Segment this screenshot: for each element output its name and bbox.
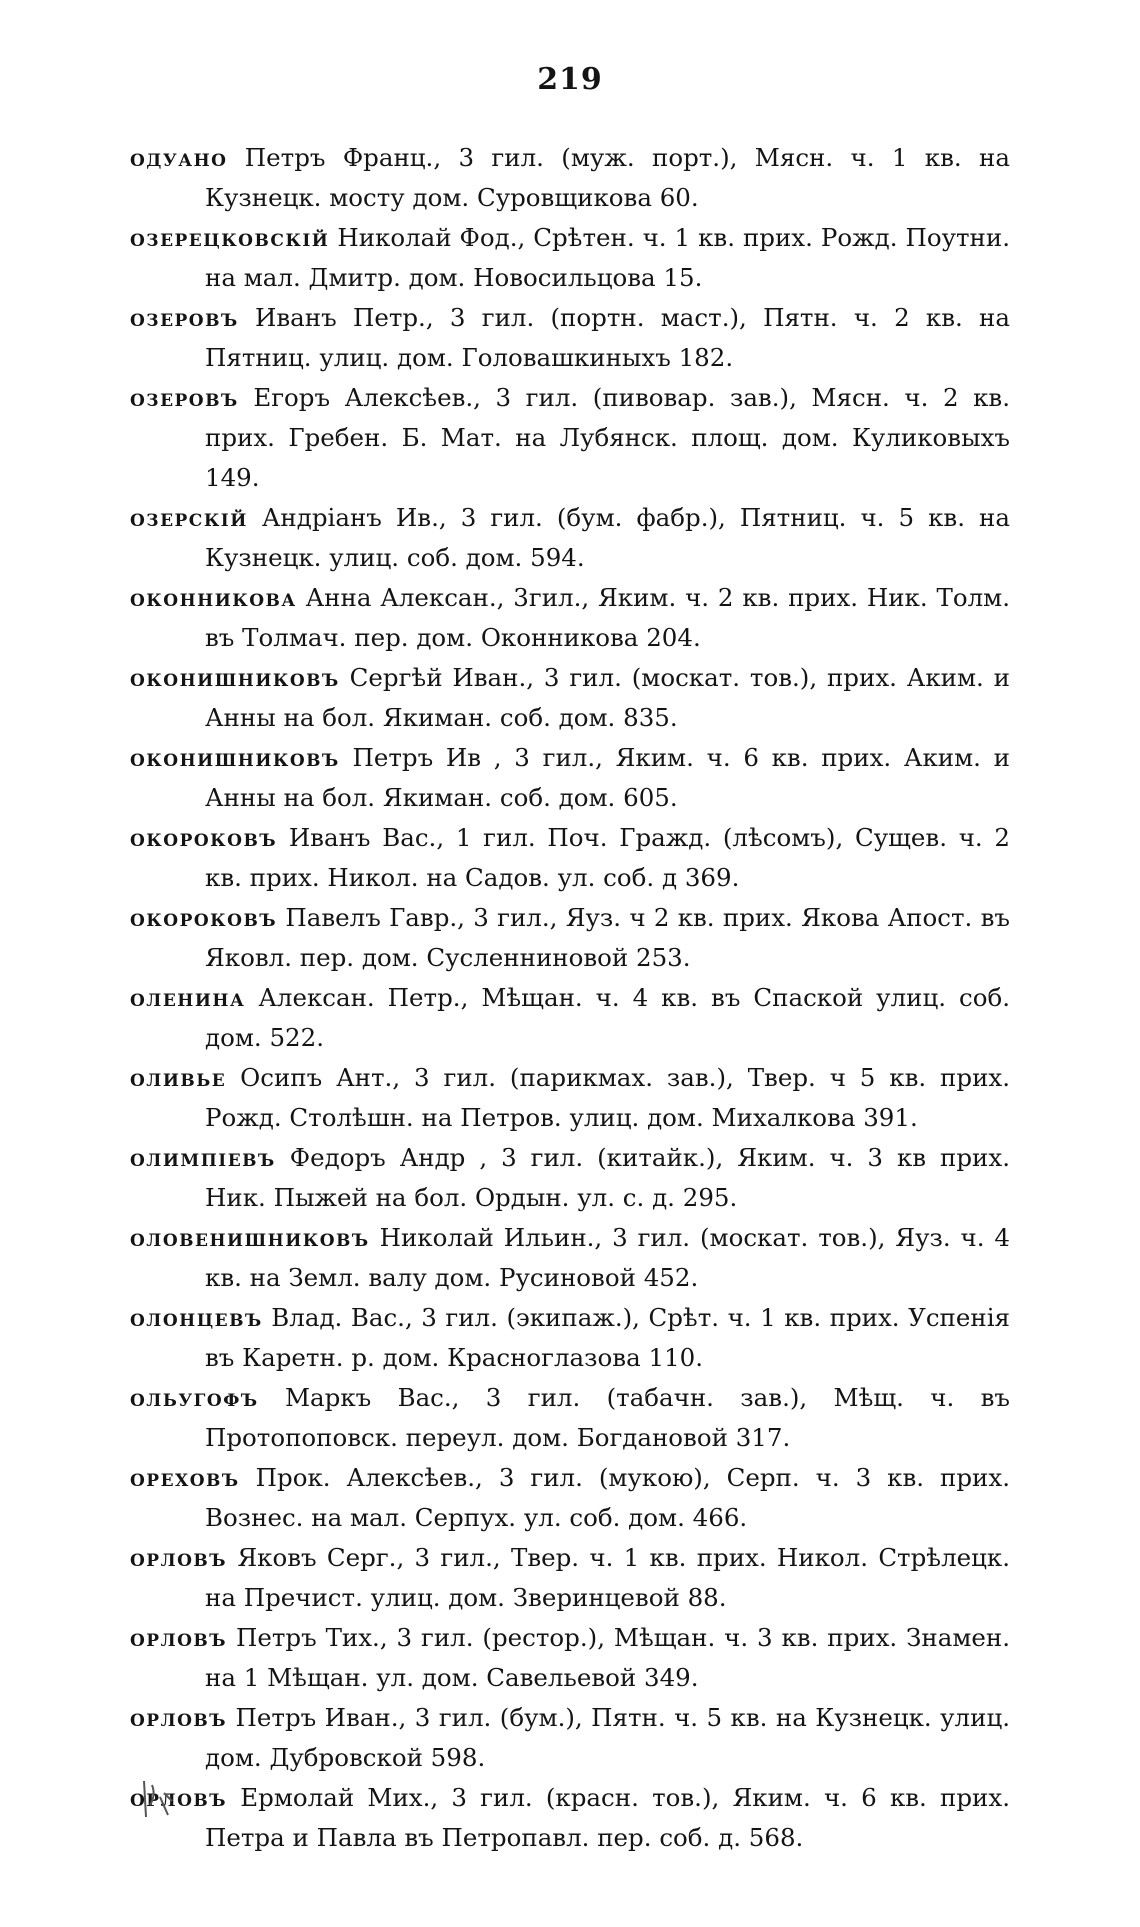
entry-surname: орловъ — [130, 1623, 228, 1652]
entry-text: Иванъ Вас., 1 гил. Поч. Гражд. (лѣсомъ), Сущев. ч. 2 кв. прих. Никол. на Садов. ул. соб. д 369. — [205, 823, 1010, 892]
entry-surname: окороковъ — [130, 823, 278, 852]
entry-text: Яковъ Серг., 3 гил., Твер. ч. 1 кв. прих. Никол. Стрѣлецк. на Пречист. улиц. дом. Зверинцевой 88. — [205, 1543, 1010, 1612]
entry-surname: оловенишниковъ — [130, 1223, 370, 1252]
entry-text: Ермолай Мих., 3 гил. (красн. тов.), Яким. ч. 6 кв. прих. Петра и Павла въ Петропавл. пер. соб. д. 568. — [205, 1783, 1010, 1852]
entry-text: Маркъ Вас., 3 гил. (табачн. зав.), Мѣщ. ч. въ Протопоповск. переул. дом. Богдановой 317. — [205, 1383, 1010, 1452]
entry-surname: орловъ — [130, 1783, 228, 1812]
entry-text: Федоръ Андр , 3 гил. (китайк.), Яким. ч. 3 кв прих. Ник. Пыжей на бол. Ордын. ул. с. д. 295. — [205, 1143, 1010, 1212]
entry-surname: озеровъ — [130, 303, 239, 332]
entry-surname: ореховъ — [130, 1463, 240, 1492]
entry-text: Прок. Алексѣев., 3 гил. (мукою), Серп. ч. 3 кв. прих. Вознес. на мал. Серпух. ул. соб. дом. 466. — [205, 1463, 1010, 1532]
directory-entry — [130, 1458, 1010, 1538]
directory-entry — [130, 1618, 1010, 1698]
directory-entry — [130, 578, 1010, 658]
directory-entry — [130, 738, 1010, 818]
directory-entry — [130, 1538, 1010, 1618]
entry-surname: одуано — [130, 143, 228, 172]
directory-entry — [130, 138, 1010, 218]
directory-entry — [130, 1058, 1010, 1138]
entry-text: Иванъ Петр., 3 гил. (портн. маст.), Пятн. ч. 2 кв. на Пятниц. улиц. дом. Головашкиныхъ 182. — [205, 303, 1010, 372]
directory-entry — [130, 1378, 1010, 1458]
smudge-icon — [138, 1775, 178, 1823]
entry-text: Егоръ Алексѣев., 3 гил. (пивовар. зав.), Мясн. ч. 2 кв. прих. Гребен. Б. Мат. на Лубянск. площ. дом. Куликовыхъ 149. — [205, 383, 1010, 492]
directory-entry — [130, 1698, 1010, 1778]
entry-text: Андріанъ Ив., 3 гил. (бум. фабр.), Пятниц. ч. 5 кв. на Кузнецк. улиц. соб. дом. 594. — [205, 503, 1010, 572]
entry-text: Петръ Франц., 3 гил. (муж. порт.), Мясн. ч. 1 кв. на Кузнецк. мосту дом. Суровщикова 60. — [205, 143, 1010, 212]
entry-text: Сергѣй Иван., 3 гил. (москат. тов.), прих. Аким. и Анны на бол. Якиман. соб. дом. 835. — [205, 663, 1010, 732]
directory-entry — [130, 1138, 1010, 1218]
entry-text: Алексан. Петр., Мѣщан. ч. 4 кв. въ Спаской улиц. соб. дом. 522. — [205, 983, 1010, 1052]
entry-text: Влад. Вас., 3 гил. (экипаж.), Срѣт. ч. 1 кв. прих. Успенія въ Каретн. р. дом. Красноглазова 110. — [205, 1303, 1010, 1372]
directory-entry — [130, 218, 1010, 298]
entry-surname: олимпіевъ — [130, 1143, 276, 1172]
entry-surname: орловъ — [130, 1543, 228, 1572]
margin-smudge-mark — [138, 1775, 178, 1829]
directory-entry — [130, 298, 1010, 378]
directory-entry — [130, 1778, 1010, 1858]
entry-surname: озеровъ — [130, 383, 239, 412]
directory-entry — [130, 1298, 1010, 1378]
directory-entry — [130, 658, 1010, 738]
entry-surname: озерецковскій — [130, 223, 330, 252]
entry-text: Петръ Ив , 3 гил., Яким. ч. 6 кв. прих. Аким. и Анны на бол. Якиман. соб. дом. 605. — [205, 743, 1010, 812]
directory-entry — [130, 898, 1010, 978]
entry-surname: ольугофъ — [130, 1383, 259, 1412]
directory-entry — [130, 818, 1010, 898]
directory-entries — [130, 138, 1010, 1858]
entry-surname: оленина — [130, 983, 246, 1012]
entry-surname: озерскій — [130, 503, 248, 532]
entry-text: Павелъ Гавр., 3 гил., Яуз. ч 2 кв. прих. Якова Апост. въ Яковл. пер. дом. Сусленниновой 253. — [205, 903, 1010, 972]
entry-text: Николай Ильин., 3 гил. (москат. тов.), Яуз. ч. 4 кв. на Земл. валу дом. Русиновой 452. — [205, 1223, 1010, 1292]
directory-entry — [130, 378, 1010, 498]
page-number: 219 — [537, 62, 603, 97]
entry-text: Петръ Иван., 3 гил. (бум.), Пятн. ч. 5 кв. на Кузнецк. улиц. дом. Дубровской 598. — [205, 1703, 1010, 1772]
entry-surname: оконишниковъ — [130, 743, 340, 772]
entry-text: Петръ Тих., 3 гил. (рестор.), Мѣщан. ч. 3 кв. прих. Знамен. на 1 Мѣщан. ул. дом. Савельевой 349. — [205, 1623, 1010, 1692]
entry-surname: оконишниковъ — [130, 663, 340, 692]
entry-surname: оконникова — [130, 583, 297, 612]
directory-entry — [130, 978, 1010, 1058]
entry-surname: оливье — [130, 1063, 227, 1092]
entry-surname: олонцевъ — [130, 1303, 263, 1332]
entry-text: Анна Алексан., 3гил., Яким. ч. 2 кв. прих. Ник. Толм. въ Толмач. пер. дом. Оконникова 204. — [205, 583, 1010, 652]
directory-entry — [130, 498, 1010, 578]
directory-entry — [130, 1218, 1010, 1298]
entry-surname: орловъ — [130, 1703, 228, 1732]
entry-text: Николай Фод., Срѣтен. ч. 1 кв. прих. Рожд. Поутни. на мал. Дмитр. дом. Новосильцова 15. — [205, 223, 1010, 292]
entry-text: Осипъ Ант., 3 гил. (парикмах. зав.), Твер. ч 5 кв. прих. Рожд. Столѣшн. на Петров. улиц. дом. Михалкова 391. — [205, 1063, 1011, 1132]
entry-surname: окороковъ — [130, 903, 278, 932]
